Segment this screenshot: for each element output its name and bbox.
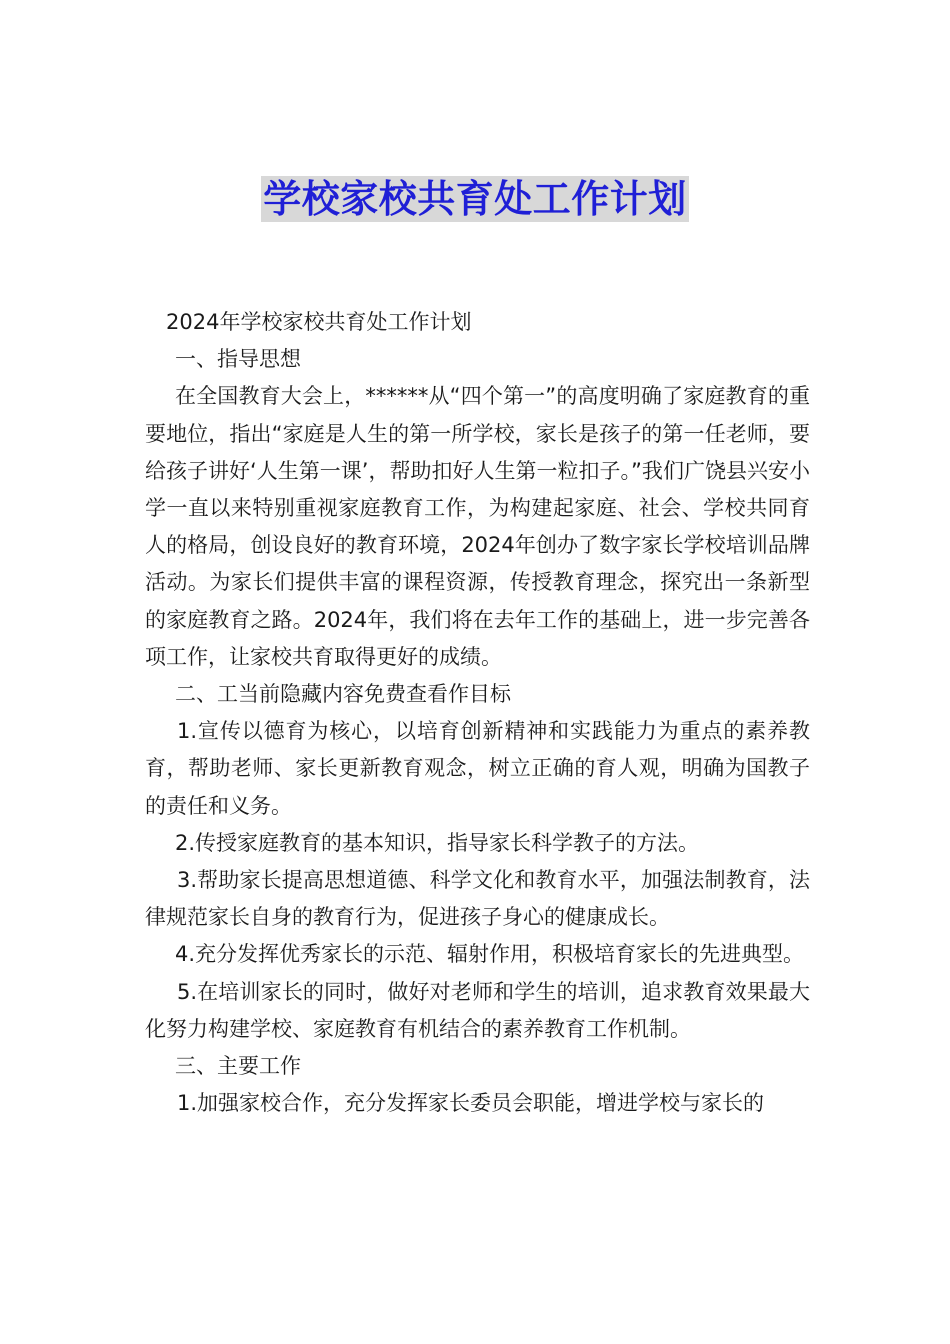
goal-item-5: 5.在培训家长的同时，做好对老师和学生的培训，追求教育效果最大化努力构建学校、家庭教育有机结合的素养教育工作机制。 [145, 979, 810, 1041]
heading-guiding-ideology: 一、指导思想 [175, 347, 301, 372]
goal-item-4: 4.充分发挥优秀家长的示范、辐射作用，积极培育家长的先进典型。 [175, 942, 805, 967]
document-body [145, 304, 810, 1122]
goal-item-2: 2.传授家庭教育的基本知识，指导家长科学教子的方法。 [175, 830, 700, 855]
heading-work-goals: 二、工当前隐藏内容免费查看作目标 [175, 682, 511, 707]
title-container [0, 176, 950, 222]
subtitle-paragraph: 2024年学校家校共育处工作计划 [166, 310, 472, 334]
main-work-item-1: 1.加强家校合作，充分发挥家长委员会职能，增进学校与家长的 [177, 1091, 765, 1116]
goal-item-1: 1.宣传以德育为核心，以培育创新精神和实践能力为重点的素养教育，帮助老师、家长更新教育观念，树立正确的育人观，明确为国教子的责任和义务。 [145, 719, 810, 818]
document-title: 学校家校共育处工作计划 [263, 177, 687, 221]
heading-main-work: 三、主要工作 [175, 1054, 301, 1079]
goal-item-3: 3.帮助家长提高思想道德、科学文化和教育水平，加强法制教育，法律规范家长自身的教育行为，促进孩子身心的健康成长。 [145, 868, 810, 930]
body-paragraph-guiding-ideology: 在全国教育大会上，******从“四个第一”的高度明确了家庭教育的重要地位，指出“家庭是人生的第一所学校，家长是孩子的第一任老师，要给孩子讲好‘人生第一课’，帮助扣好人生第一粒扣子。”我们广饶县兴安小学一直以来特别重视家庭教育工作，为构建起家庭、社会、学校共同育人的格局，创设良好的教育环境，2024年创办了数字家长学校培训品牌活动。为家长们提供丰富的课程资源，传授教育理念，探究出一条新型的家庭教育之路。2024年，我们将在去年工作的基础上，进一步完善各项工作，让家校共育取得更好的成绩。 [145, 384, 810, 669]
